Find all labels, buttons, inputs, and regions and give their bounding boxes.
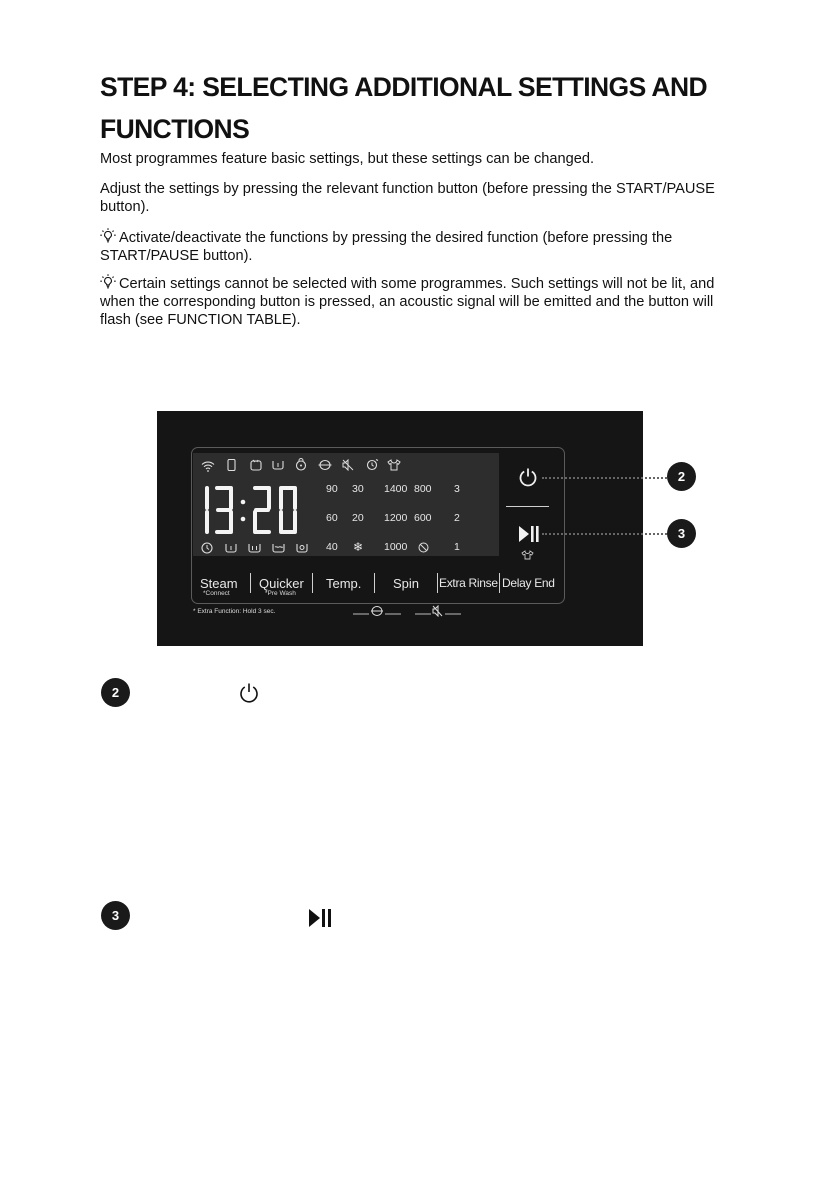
cold-snowflake-icon: ❄ <box>353 540 364 554</box>
rinse-icon <box>272 459 284 471</box>
tip-certain-text: Certain settings cannot be selected with some programmes. Such settings will not be lit, and when the corresponding button is pressed, an acoustic signal will be emitted and the button will flash (see FUNCTION TABLE). <box>100 276 715 328</box>
temp-30: 30 <box>352 483 364 495</box>
rinse-3: 3 <box>454 483 460 495</box>
shirt-icon <box>387 459 401 471</box>
time-icon <box>366 458 379 471</box>
child-lock-icon <box>295 458 307 471</box>
spin-1000: 1000 <box>384 541 408 553</box>
callout-2: 2 <box>667 462 696 491</box>
adjust-text: Adjust the settings by pressing the relevant function button (before pressing the START/PAUSE button). <box>100 181 715 215</box>
separator <box>499 573 500 593</box>
time-display <box>201 485 313 535</box>
separator <box>312 573 313 593</box>
separator <box>250 573 251 593</box>
tip-activate-text: Activate/deactivate the functions by pressing the desired function (before pressing the START/PAUSE button). <box>100 230 673 264</box>
quicker-button[interactable]: Quicker <box>259 576 304 591</box>
section-2-marker: 2 <box>101 678 130 707</box>
mute-icon <box>342 459 354 471</box>
rinse-stage-icon <box>272 542 285 554</box>
callout-leader <box>542 533 667 535</box>
steam-button[interactable]: Steam <box>200 576 238 591</box>
play-pause-icon <box>307 907 333 929</box>
wifi-icon <box>201 460 215 472</box>
spin-600: 600 <box>414 512 432 524</box>
lightbulb-icon <box>100 274 116 290</box>
intro-text: Most programmes feature basic settings, but these settings can be changed. <box>100 151 595 167</box>
callout-leader <box>542 477 667 479</box>
control-panel-image <box>157 411 643 646</box>
lightbulb-icon <box>100 228 116 244</box>
wash-icon <box>248 542 261 554</box>
phone-icon <box>227 459 236 471</box>
spin-1200: 1200 <box>384 512 408 524</box>
extra-function-note: * Extra Function: Hold 3 sec. <box>193 608 276 615</box>
spin-800: 800 <box>414 483 432 495</box>
temp-90: 90 <box>326 483 338 495</box>
separator <box>374 573 375 593</box>
drum-combo-icon <box>352 605 402 617</box>
steam-sub-label: *Connect <box>203 590 230 597</box>
power-icon[interactable] <box>518 467 538 487</box>
spin-stage-icon <box>296 542 308 554</box>
drum-clean-icon <box>249 459 263 471</box>
spin-button[interactable]: Spin <box>393 576 420 591</box>
quicker-sub-label: *Pre Wash <box>265 590 296 597</box>
drum-rotate-icon <box>318 459 332 471</box>
temp-button[interactable]: Temp. <box>326 576 362 591</box>
page-title: STEP 4: SELECTING ADDITIONAL SETTINGS AND FUNCTIONS <box>100 72 708 144</box>
prewash-icon <box>225 542 237 554</box>
separator <box>437 573 438 593</box>
tip-certain <box>100 274 735 329</box>
callout-3: 3 <box>667 519 696 548</box>
power-icon <box>238 682 260 704</box>
rinse-1: 1 <box>454 541 460 553</box>
temp-40: 40 <box>326 541 338 553</box>
play-pause-icon[interactable] <box>517 524 541 544</box>
temp-20: 20 <box>352 512 364 524</box>
delay-clock-icon <box>201 542 213 554</box>
tip-activate <box>100 228 735 265</box>
section-3-marker: 3 <box>101 901 130 930</box>
divider <box>506 506 549 507</box>
extra-rinse-button[interactable]: Extra Rinse <box>439 576 498 590</box>
temp-60: 60 <box>326 512 338 524</box>
no-spin-icon <box>418 542 429 553</box>
rinse-2: 2 <box>454 512 460 524</box>
anti-crease-shirt-icon <box>521 550 534 560</box>
mute-combo-icon <box>414 605 462 617</box>
delay-end-button[interactable]: Delay End <box>502 576 555 590</box>
spin-1400: 1400 <box>384 483 408 495</box>
